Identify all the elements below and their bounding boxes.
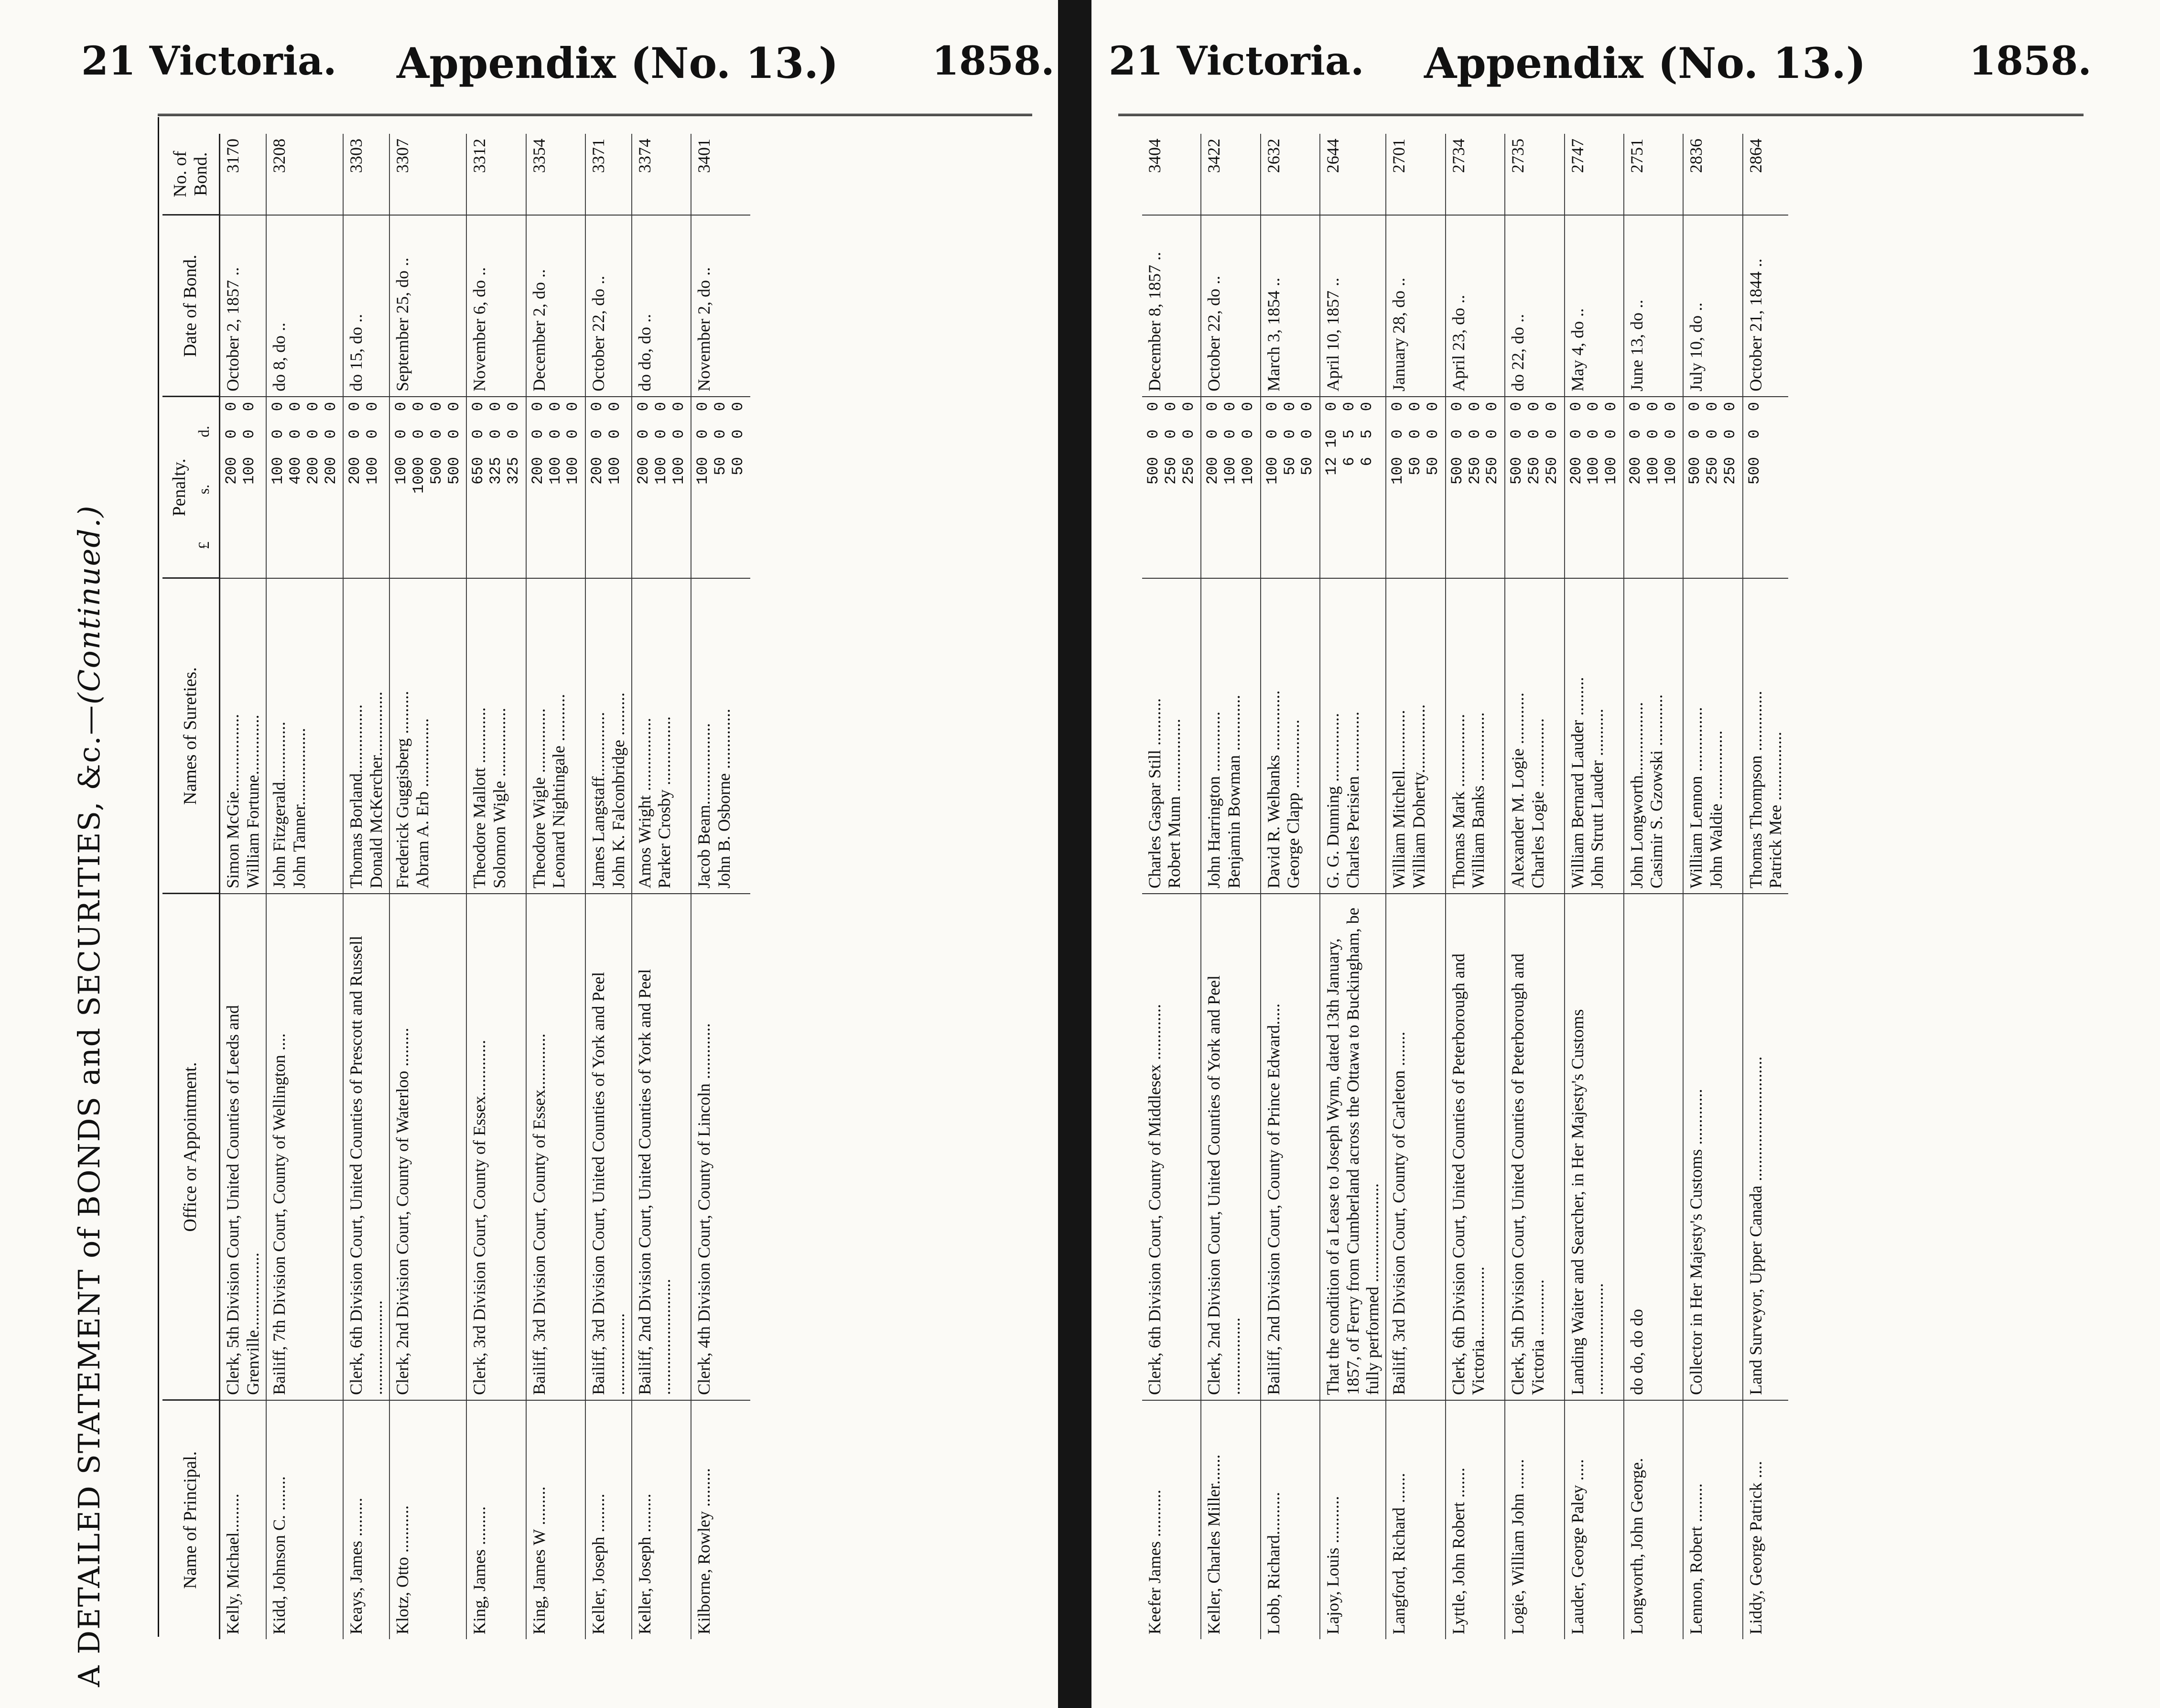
bond-date: December 2, do .. <box>526 215 585 397</box>
bond-date: July 10, do .. <box>1683 215 1742 397</box>
office-appointment: That the condition of a Lease to Joseph Wynn, dated 13th January, 1857, of Ferry from Cumberland across the Ottawa to Buckingham, be fully performed ....................... <box>1320 894 1386 1400</box>
penalty-cell <box>1201 397 1260 578</box>
bond-number: 2632 <box>1261 134 1320 215</box>
bond-number: 3170 <box>220 134 266 215</box>
office-appointment: Clerk, 6th Division Court, United Counties of Peterborough and Victoria................. <box>1446 894 1505 1400</box>
surety-name: Thomas Borland................ <box>346 704 366 888</box>
penalty-cell <box>389 397 466 578</box>
penalty-amount: 250 0 0 <box>1543 402 1561 485</box>
penalty-amount: 200 0 0 <box>1567 402 1585 485</box>
office-appointment: Clerk, 5th Division Court, United Counties of Leeds and Grenville.................. <box>220 894 266 1400</box>
bond-number: 3371 <box>585 134 632 215</box>
shilling-unit: s. <box>194 484 212 495</box>
office-appointment: Clerk, 3rd Division Court, County of Essex............. <box>466 894 526 1400</box>
office-appointment: Bailiff, 3rd Division Court, County of Carleton ........ <box>1386 894 1445 1400</box>
surety-name: Theodore Mallott ............. <box>470 707 489 888</box>
penalty-amount: 200 0 0 <box>1626 402 1644 485</box>
principal-name: King, James ......... <box>466 1400 526 1639</box>
bond-number: 3422 <box>1201 134 1260 215</box>
surety-name: David R. Welbanks .............. <box>1264 690 1283 888</box>
principal-name: Logie, William John ....... <box>1505 1400 1564 1639</box>
left-page <box>0 0 1056 1708</box>
bonds-table-left <box>162 134 750 1639</box>
appendix-heading: Appendix (No. 13.) <box>1424 38 1866 88</box>
bond-number: 2864 <box>1743 134 1789 215</box>
principal-name: Lauder, George Paley ..... <box>1565 1400 1624 1639</box>
penalty-amount: 200 0 0 <box>529 402 547 485</box>
principal-name: Langford, Richard ....... <box>1386 1400 1445 1639</box>
penalty-amount: 100 0 0 <box>1662 402 1680 485</box>
surety-name: Thomas Thompson .............. <box>1746 691 1765 888</box>
sureties-cell <box>220 578 266 894</box>
principal-name: Keays, James ......... <box>343 1400 389 1639</box>
surety-name: William Mitchell.............. <box>1389 710 1409 888</box>
bond-number: 3354 <box>526 134 585 215</box>
office-appointment: Clerk, 6th Division Court, County of Middlesex ............. <box>1142 894 1201 1400</box>
session-heading: 21 Victoria. <box>1109 38 1364 84</box>
surety-name: John Waldie ................ <box>1706 730 1726 888</box>
penalty-amount: 50 0 0 <box>1298 402 1317 476</box>
year-heading: 1858. <box>1969 38 2092 84</box>
penalty-cell <box>1320 397 1386 578</box>
surety-name: Amos Wright ................. <box>635 718 654 888</box>
penalty-cell <box>466 397 526 578</box>
table-caption: A DETAILED STATEMENT of BONDS and SECURITIES, &c.—(Continued.) <box>72 505 107 1687</box>
table-row <box>1683 134 1742 1639</box>
penalty-cell <box>1261 397 1320 578</box>
principal-name: Kidd, Johnson C. ........ <box>266 1400 343 1639</box>
surety-name: William Lennon ............... <box>1686 707 1706 888</box>
penalty-amount: 100 0 0 <box>240 402 259 485</box>
table-row <box>343 134 389 1639</box>
surety-name: Leonard Nightingale ........... <box>549 694 569 888</box>
office-appointment: Collector in Her Majesty's Customs ............. <box>1683 894 1742 1400</box>
table-row <box>1624 134 1683 1639</box>
penalty-amount: 200 0 0 <box>1204 402 1222 485</box>
bond-date: October 2, 1857 .. <box>220 215 266 397</box>
office-appointment: Land Surveyor, Upper Canada ............................. <box>1743 894 1789 1400</box>
principal-name: Lennon, Robert ......... <box>1683 1400 1742 1639</box>
penalty-amount: 100 0 0 <box>1239 402 1257 485</box>
bond-number: 2836 <box>1683 134 1742 215</box>
table-row <box>389 134 466 1639</box>
bond-number: 3208 <box>266 134 343 215</box>
sureties-cell <box>1320 578 1386 894</box>
penalty-cell <box>220 397 266 578</box>
header-rule <box>158 114 1032 116</box>
bond-date: September 25, do .. <box>389 215 466 397</box>
penalty-amount: 100 0 0 <box>1221 402 1240 485</box>
sureties-cell <box>466 578 526 894</box>
sureties-cell <box>691 578 750 894</box>
surety-name: John Strutt Lauder ........... <box>1587 709 1607 888</box>
penalty-amount: 250 0 0 <box>1704 402 1722 485</box>
penalty-amount: 500 0 0 <box>1686 402 1704 485</box>
surety-name: William Bernard Lauder ......... <box>1567 677 1587 888</box>
bond-date: November 2, do .. <box>691 215 750 397</box>
principal-name: Klotz, Otto ........... <box>389 1400 466 1639</box>
penalty-cell <box>1142 397 1201 578</box>
surety-name: Theodore Wigle ............... <box>529 708 549 888</box>
office-appointment: do do, do do <box>1624 894 1683 1400</box>
penalty-amount: 250 0 0 <box>1162 402 1180 485</box>
binding-gutter <box>1058 0 1091 1708</box>
penalty-amount: 100 0 0 <box>1389 402 1407 485</box>
penalty-amount: 100 0 0 <box>670 402 688 485</box>
penalty-amount: 325 0 0 <box>505 402 523 485</box>
table-row <box>526 134 585 1639</box>
pence-unit: d. <box>194 425 212 437</box>
sureties-cell <box>266 578 343 894</box>
sureties-cell <box>1624 578 1683 894</box>
penalty-cell <box>343 397 389 578</box>
principal-name: Lyttle, John Robert ....... <box>1446 1400 1505 1639</box>
penalty-amount: 100 0 0 <box>694 402 712 485</box>
penalty-amount: 50 0 0 <box>712 402 730 476</box>
surety-name: Parker Crosby ................ <box>655 716 674 888</box>
penalty-amount: 100 0 0 <box>269 402 287 485</box>
sureties-cell <box>389 578 466 894</box>
bond-date: June 13, do .. <box>1624 215 1683 397</box>
year-heading: 1858. <box>932 38 1055 84</box>
surety-name: Frederick Guggisberg .......... <box>393 691 412 888</box>
bond-number: 2644 <box>1320 134 1386 215</box>
col-office: Office or Appointment. <box>162 894 220 1400</box>
penalty-cell <box>1386 397 1445 578</box>
bond-date: October 22, do .. <box>1201 215 1260 397</box>
office-appointment: Bailiff, 2nd Division Court, County of Prince Edward..... <box>1261 894 1320 1400</box>
table-row <box>1201 134 1260 1639</box>
principal-name: Keller, Joseph ......... <box>632 1400 691 1639</box>
bond-date: November 6, do .. <box>466 215 526 397</box>
surety-name: Alexander M. Logie ............ <box>1508 692 1528 888</box>
bond-date: January 28, do .. <box>1386 215 1445 397</box>
penalty-cell <box>1743 397 1789 578</box>
bond-date: April 10, 1857 .. <box>1320 215 1386 397</box>
penalty-amount: 100 0 0 <box>606 402 624 485</box>
bond-date: April 23, do .. <box>1446 215 1505 397</box>
bond-number: 3307 <box>389 134 466 215</box>
penalty-amount: 100 0 0 <box>392 402 410 485</box>
table-row <box>1743 134 1789 1639</box>
table-row <box>1142 134 1201 1639</box>
surety-name: Donald McKercher............... <box>366 692 386 888</box>
appendix-heading: Appendix (No. 13.) <box>397 38 839 88</box>
penalty-amount: 100 0 0 <box>1602 402 1620 485</box>
penalty-amount: 1000 0 0 <box>410 402 428 494</box>
table-row <box>1446 134 1505 1639</box>
office-appointment: Clerk, 6th Division Court, United Counties of Prescott and Russell ...................... <box>343 894 389 1400</box>
penalty-amount: 500 0 0 <box>427 402 445 485</box>
principal-name: Keller, Joseph ......... <box>585 1400 632 1639</box>
penalty-cell <box>1683 397 1742 578</box>
office-appointment: Bailiff, 2nd Division Court, United Counties of York and Peel ........................... <box>632 894 691 1400</box>
office-appointment: Bailiff, 3rd Division Court, United Counties of York and Peel ................... <box>585 894 632 1400</box>
bond-date: October 21, 1844 .. <box>1743 215 1789 397</box>
sureties-cell <box>1261 578 1320 894</box>
penalty-amount: 200 0 0 <box>322 402 340 485</box>
penalty-cell <box>266 397 343 578</box>
header-rule <box>1118 114 2084 116</box>
surety-name: Charles Gaspar Still ........... <box>1145 698 1164 888</box>
penalty-cell <box>585 397 632 578</box>
penalty-cell <box>1446 397 1505 578</box>
penalty-amount: 6 5 0 <box>1358 402 1376 466</box>
penalty-amount: 500 0 0 <box>445 402 463 485</box>
penalty-amount: 100 0 0 <box>546 402 564 485</box>
sureties-cell <box>343 578 389 894</box>
surety-name: John B. Osborne .............. <box>714 709 734 888</box>
bond-date: do do, do .. <box>632 215 691 397</box>
principal-name: Longworth, John George. <box>1624 1400 1683 1639</box>
penalty-amount: 100 0 0 <box>1263 402 1281 485</box>
session-heading: 21 Victoria. <box>81 38 337 84</box>
office-appointment: Bailiff, 3rd Division Court, County of Essex............. <box>526 894 585 1400</box>
table-left-border <box>158 117 159 1637</box>
sureties-cell <box>1565 578 1624 894</box>
table-row <box>220 134 266 1639</box>
surety-name: Simon McGie.................. <box>223 714 243 888</box>
table-row <box>1386 134 1445 1639</box>
principal-name: Kilborne, Rowley ......... <box>691 1400 750 1639</box>
sureties-cell <box>1386 578 1445 894</box>
surety-name: John Tanner.................. <box>289 728 309 888</box>
office-appointment: Landing Waiter and Searcher, in Her Majesty's Customs .......................... <box>1565 894 1624 1400</box>
surety-name: Abram A. Erb ................ <box>412 718 432 888</box>
penalty-amount: 250 0 0 <box>1525 402 1543 485</box>
col-principal: Name of Principal. <box>162 1400 220 1639</box>
penalty-amount: 250 0 0 <box>1179 402 1198 485</box>
principal-name: Lobb, Richard.......... <box>1261 1400 1320 1639</box>
office-appointment: Clerk, 4th Division Court, County of Lincoln ............. <box>691 894 750 1400</box>
surety-name: G. G. Dunning ................ <box>1323 713 1343 888</box>
surety-name: Charles Logie ................ <box>1528 718 1547 888</box>
principal-name: Keller, Charles Miller....... <box>1201 1400 1260 1639</box>
right-page <box>1094 0 2160 1708</box>
surety-name: Thomas Mark ................. <box>1448 714 1468 888</box>
surety-name: John Longworth................. <box>1627 702 1646 888</box>
bond-number: 3404 <box>1142 134 1201 215</box>
right-table-frame <box>1142 134 1788 1639</box>
bond-number: 2734 <box>1446 134 1505 215</box>
penalty-amount: 6 5 0 <box>1340 402 1358 466</box>
penalty-amount: 500 0 0 <box>1508 402 1526 485</box>
surety-name: Jacob Beam................... <box>694 723 714 888</box>
col-date: Date of Bond. <box>162 215 220 397</box>
office-appointment: Clerk, 5th Division Court, United Counties of Peterborough and Victoria ............. <box>1505 894 1564 1400</box>
penalty-cell <box>691 397 750 578</box>
bond-date: do 22, do .. <box>1505 215 1564 397</box>
sureties-cell <box>632 578 691 894</box>
penalty-amount: 100 0 0 <box>564 402 582 485</box>
table-row <box>691 134 750 1639</box>
table-row <box>1505 134 1564 1639</box>
penalty-amount: 500 0 0 <box>1745 402 1763 485</box>
penalty-amount: 100 0 0 <box>1644 402 1662 485</box>
penalty-cell <box>632 397 691 578</box>
penalty-cell <box>1624 397 1683 578</box>
surety-name: James Langstaff............... <box>589 712 608 888</box>
surety-name: William Doherty................ <box>1409 704 1428 888</box>
surety-name: George Clapp ................ <box>1284 719 1303 888</box>
sureties-cell <box>1446 578 1505 894</box>
bond-date: do 15, do .. <box>343 215 389 397</box>
sureties-cell <box>526 578 585 894</box>
bond-number: 2747 <box>1565 134 1624 215</box>
bond-number: 2701 <box>1386 134 1445 215</box>
penalty-amount: 400 0 0 <box>287 402 305 485</box>
left-table-frame <box>162 134 750 1639</box>
penalty-amount: 100 0 0 <box>1585 402 1603 485</box>
principal-name: King, James W ......... <box>526 1400 585 1639</box>
sureties-cell <box>1505 578 1564 894</box>
surety-name: Solomon Wigle ................ <box>489 708 509 888</box>
sureties-cell <box>1683 578 1742 894</box>
surety-name: William Fortune.............. <box>243 714 262 888</box>
table-row <box>466 134 526 1639</box>
table-row <box>632 134 691 1639</box>
surety-name: Benjamin Bowman ............. <box>1224 695 1243 888</box>
penalty-cell <box>1505 397 1564 578</box>
penalty-amount: 100 0 0 <box>652 402 670 485</box>
bond-number: 3312 <box>466 134 526 215</box>
office-appointment: Clerk, 2nd Division Court, United Counties of York and Peel .................. <box>1201 894 1260 1400</box>
penalty-amount: 200 0 0 <box>346 402 364 485</box>
bond-date: October 22, do .. <box>585 215 632 397</box>
office-appointment: Bailiff, 7th Division Court, County of Wellington .... <box>266 894 343 1400</box>
penalty-amount: 500 0 0 <box>1145 402 1162 485</box>
office-appointment: Clerk, 2nd Division Court, County of Waterloo ......... <box>389 894 466 1400</box>
table-row <box>1565 134 1624 1639</box>
penalty-amount: 325 0 0 <box>487 402 505 485</box>
table-row <box>1261 134 1320 1639</box>
sureties-cell <box>1201 578 1260 894</box>
penalty-amount: 100 0 0 <box>364 402 382 485</box>
penalty-amount: 250 0 0 <box>1483 402 1501 485</box>
col-bond-no: No. of Bond. <box>162 134 220 215</box>
penalty-amount: 12 10 0 <box>1323 402 1341 476</box>
bond-date: May 4, do .. <box>1565 215 1624 397</box>
sureties-cell <box>1743 578 1789 894</box>
table-row <box>585 134 632 1639</box>
penalty-amount: 500 0 0 <box>1448 402 1466 485</box>
bond-date: December 8, 1857 .. <box>1142 215 1201 397</box>
penalty-label: Penalty. <box>169 458 189 517</box>
penalty-amount: 650 0 0 <box>469 402 487 485</box>
surety-name: John Fitzgerald.............. <box>270 722 289 888</box>
penalty-amount: 50 0 0 <box>729 402 747 476</box>
surety-name: Casimir S. Gzowski ............ <box>1647 694 1666 888</box>
surety-name: Robert Munn ................. <box>1165 719 1184 888</box>
bond-date: do 8, do .. <box>266 215 343 397</box>
penalty-amount: 200 0 0 <box>304 402 322 485</box>
bond-number: 3374 <box>632 134 691 215</box>
surety-name: Charles Perisien .............. <box>1343 712 1362 888</box>
surety-name: William Banks ................ <box>1469 712 1488 888</box>
sureties-cell <box>1142 578 1201 894</box>
penalty-cell <box>526 397 585 578</box>
sureties-cell <box>585 578 632 894</box>
table-row <box>1320 134 1386 1639</box>
penalty-amount: 50 0 0 <box>1424 402 1442 476</box>
penalty-amount: 50 0 0 <box>1406 402 1425 476</box>
pound-unit: £ <box>194 541 212 550</box>
penalty-amount: 200 0 0 <box>588 402 606 485</box>
penalty-amount: 200 0 0 <box>223 402 241 485</box>
surety-name: John K. Falconbridge .......... <box>608 692 628 888</box>
principal-name: Kelly, Michael......... <box>223 1493 243 1634</box>
penalty-amount: 250 0 0 <box>1721 402 1739 485</box>
bond-number: 2735 <box>1505 134 1564 215</box>
bond-number: 3401 <box>691 134 750 215</box>
bond-number: 3303 <box>343 134 389 215</box>
bond-number: 2751 <box>1624 134 1683 215</box>
table-row <box>266 134 343 1639</box>
penalty-amount: 200 0 0 <box>634 402 652 485</box>
col-sureties: Names of Sureties. <box>162 578 220 894</box>
bond-date: March 3, 1854 .. <box>1261 215 1320 397</box>
principal-name: Lajoy, Louis ........... <box>1320 1400 1386 1639</box>
bonds-table-right <box>1142 134 1788 1639</box>
penalty-cell <box>1565 397 1624 578</box>
principal-name: Keefer James ........... <box>1145 1490 1164 1634</box>
surety-name: Patrick Mee ................ <box>1766 732 1785 888</box>
penalty-amount: 50 0 0 <box>1281 402 1299 476</box>
col-penalty <box>162 397 220 578</box>
surety-name: John Harrington .............. <box>1204 712 1224 888</box>
principal-name: Liddy, George Patrick .... <box>1743 1400 1789 1639</box>
penalty-amount: 250 0 0 <box>1466 402 1484 485</box>
